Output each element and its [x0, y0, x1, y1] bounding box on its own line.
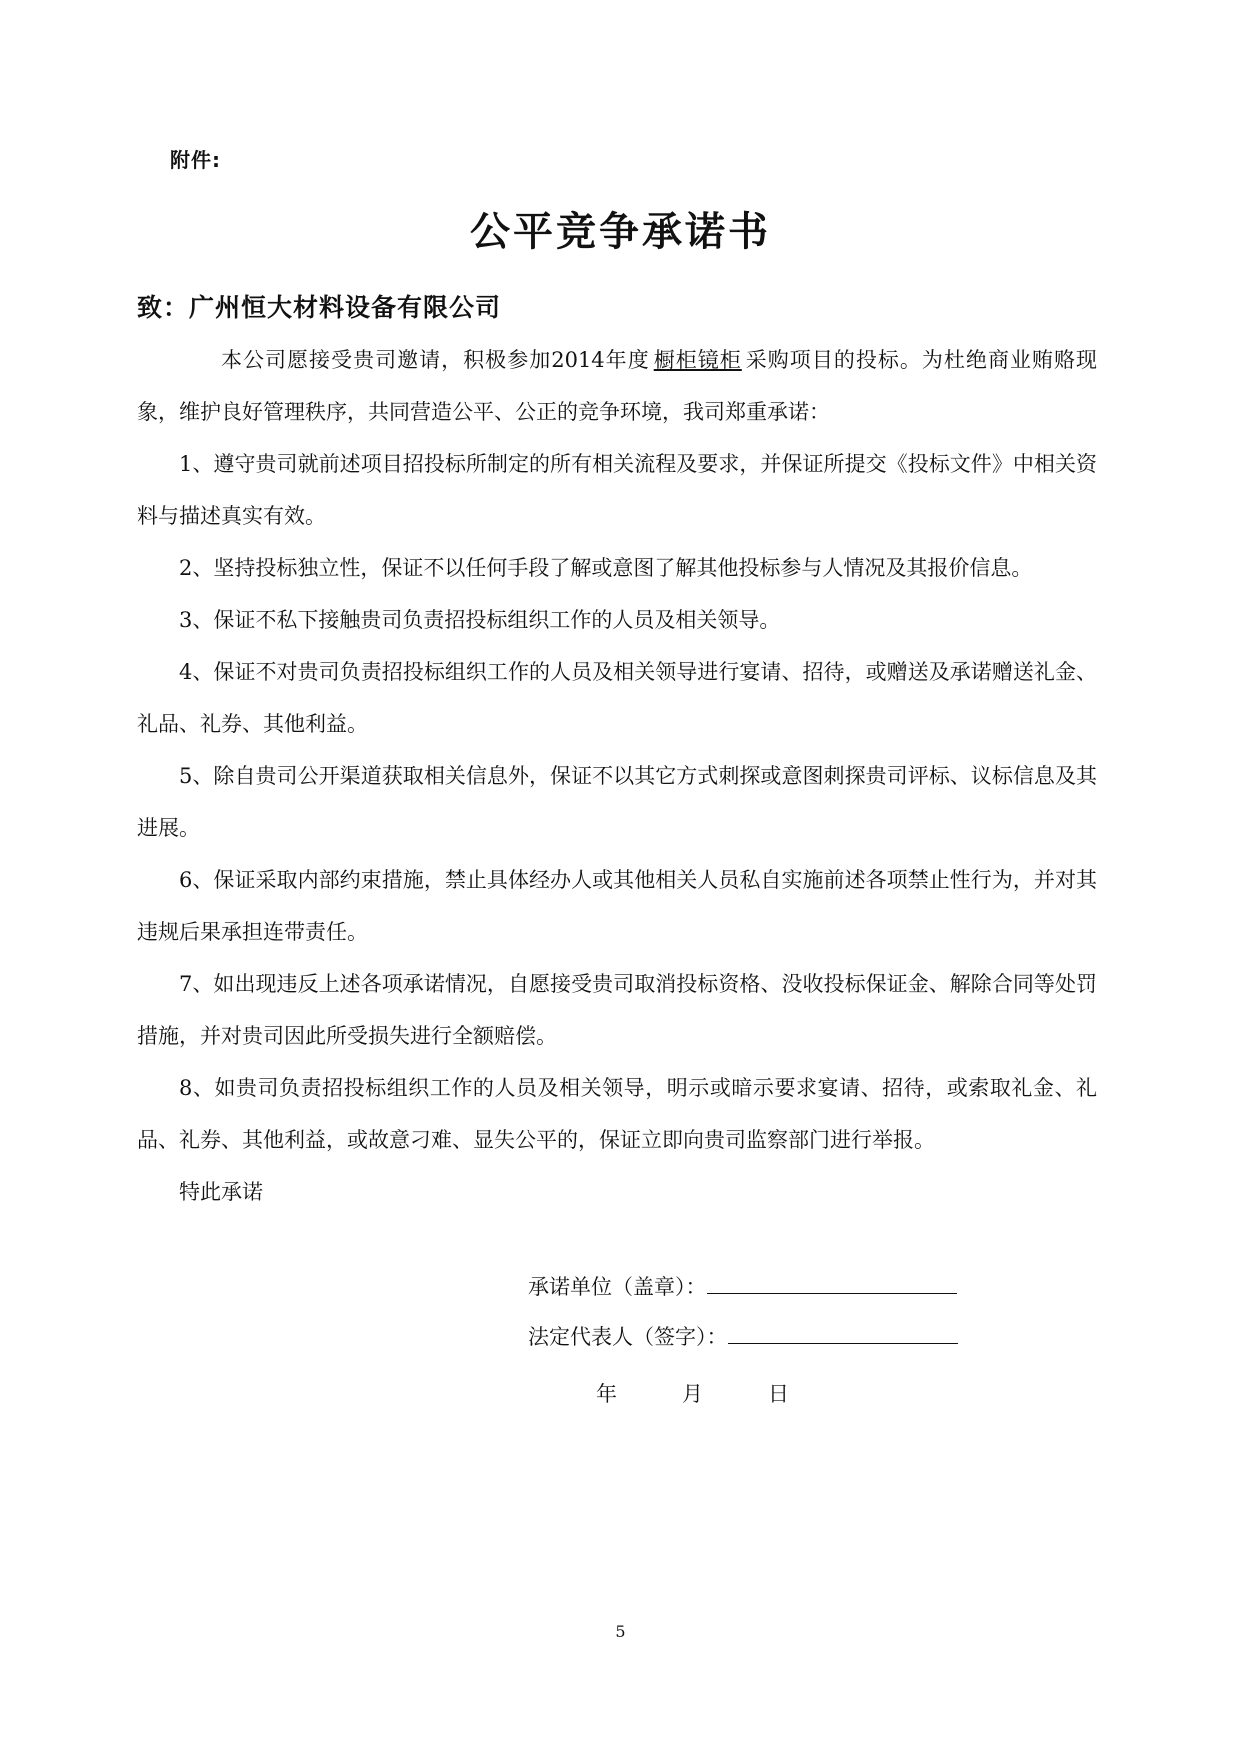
intro-paragraph	[137, 334, 1097, 438]
intro-text-before: 本公司愿接受贵司邀请，积极参加2014年度	[221, 348, 650, 372]
commitment-4: 4、保证不对贵司负责招投标组织工作的人员及相关领导进行宴请、招待，或赠送及承诺赠送礼金、礼品、礼券、其他利益。	[137, 660, 1097, 736]
closing-statement: 特此承诺	[179, 1180, 263, 1204]
signature-unit-row	[528, 1271, 957, 1301]
commitment-5: 5、除自贵司公开渠道获取相关信息外，保证不以其它方式刺探或意图刺探贵司评标、议标信息及其进展。	[137, 764, 1097, 840]
signature-unit-label: 承诺单位（盖章）：	[528, 1275, 707, 1299]
date-year: 年	[596, 1382, 617, 1406]
signature-unit-line	[707, 1275, 957, 1294]
commitment-6: 6、保证采取内部约束措施，禁止具体经办人或其他相关人员私自实施前述各项禁止性行为，并对其违规后果承担连带责任。	[137, 868, 1097, 944]
document-title: 公平竞争承诺书	[470, 209, 771, 255]
date-row	[596, 1378, 789, 1408]
recipient-line: 致：广州恒大材料设备有限公司	[137, 293, 502, 322]
attachment-label: 附件:	[170, 148, 221, 172]
page-number: 5	[615, 1622, 626, 1641]
commitment-7: 7、如出现违反上述各项承诺情况，自愿接受贵司取消投标资格、没收投标保证金、解除合同等处罚措施，并对贵司因此所受损失进行全额赔偿。	[137, 972, 1097, 1048]
signature-rep-row	[528, 1321, 958, 1351]
date-day: 日	[768, 1382, 789, 1406]
signature-rep-label: 法定代表人（签字）：	[528, 1325, 728, 1349]
commitment-3: 3、保证不私下接触贵司负责招投标组织工作的人员及相关领导。	[179, 608, 781, 632]
commitment-8: 8、如贵司负责招投标组织工作的人员及相关领导，明示或暗示要求宴请、招待，或索取礼金、礼品、礼券、其他利益，或故意刁难、显失公平的，保证立即向贵司监察部门进行举报。	[137, 1076, 1097, 1152]
commitment-2: 2、坚持投标独立性，保证不以任何手段了解或意图了解其他投标参与人情况及其报价信息。	[179, 556, 1033, 580]
intro-text-after: 采购项目的投标。为杜绝商业贿赂现象，维护良好管理秩序，共同营造公平、公正的竞争环境，我司郑重承诺：	[137, 348, 1098, 424]
signature-rep-line	[728, 1325, 958, 1344]
project-item-blank: 橱柜镜柜	[653, 348, 742, 372]
commitment-1: 1、遵守贵司就前述项目招投标所制定的所有相关流程及要求，并保证所提交《投标文件》中相关资料与描述真实有效。	[137, 452, 1097, 528]
document-body	[137, 334, 1097, 1218]
date-month: 月	[682, 1382, 703, 1406]
